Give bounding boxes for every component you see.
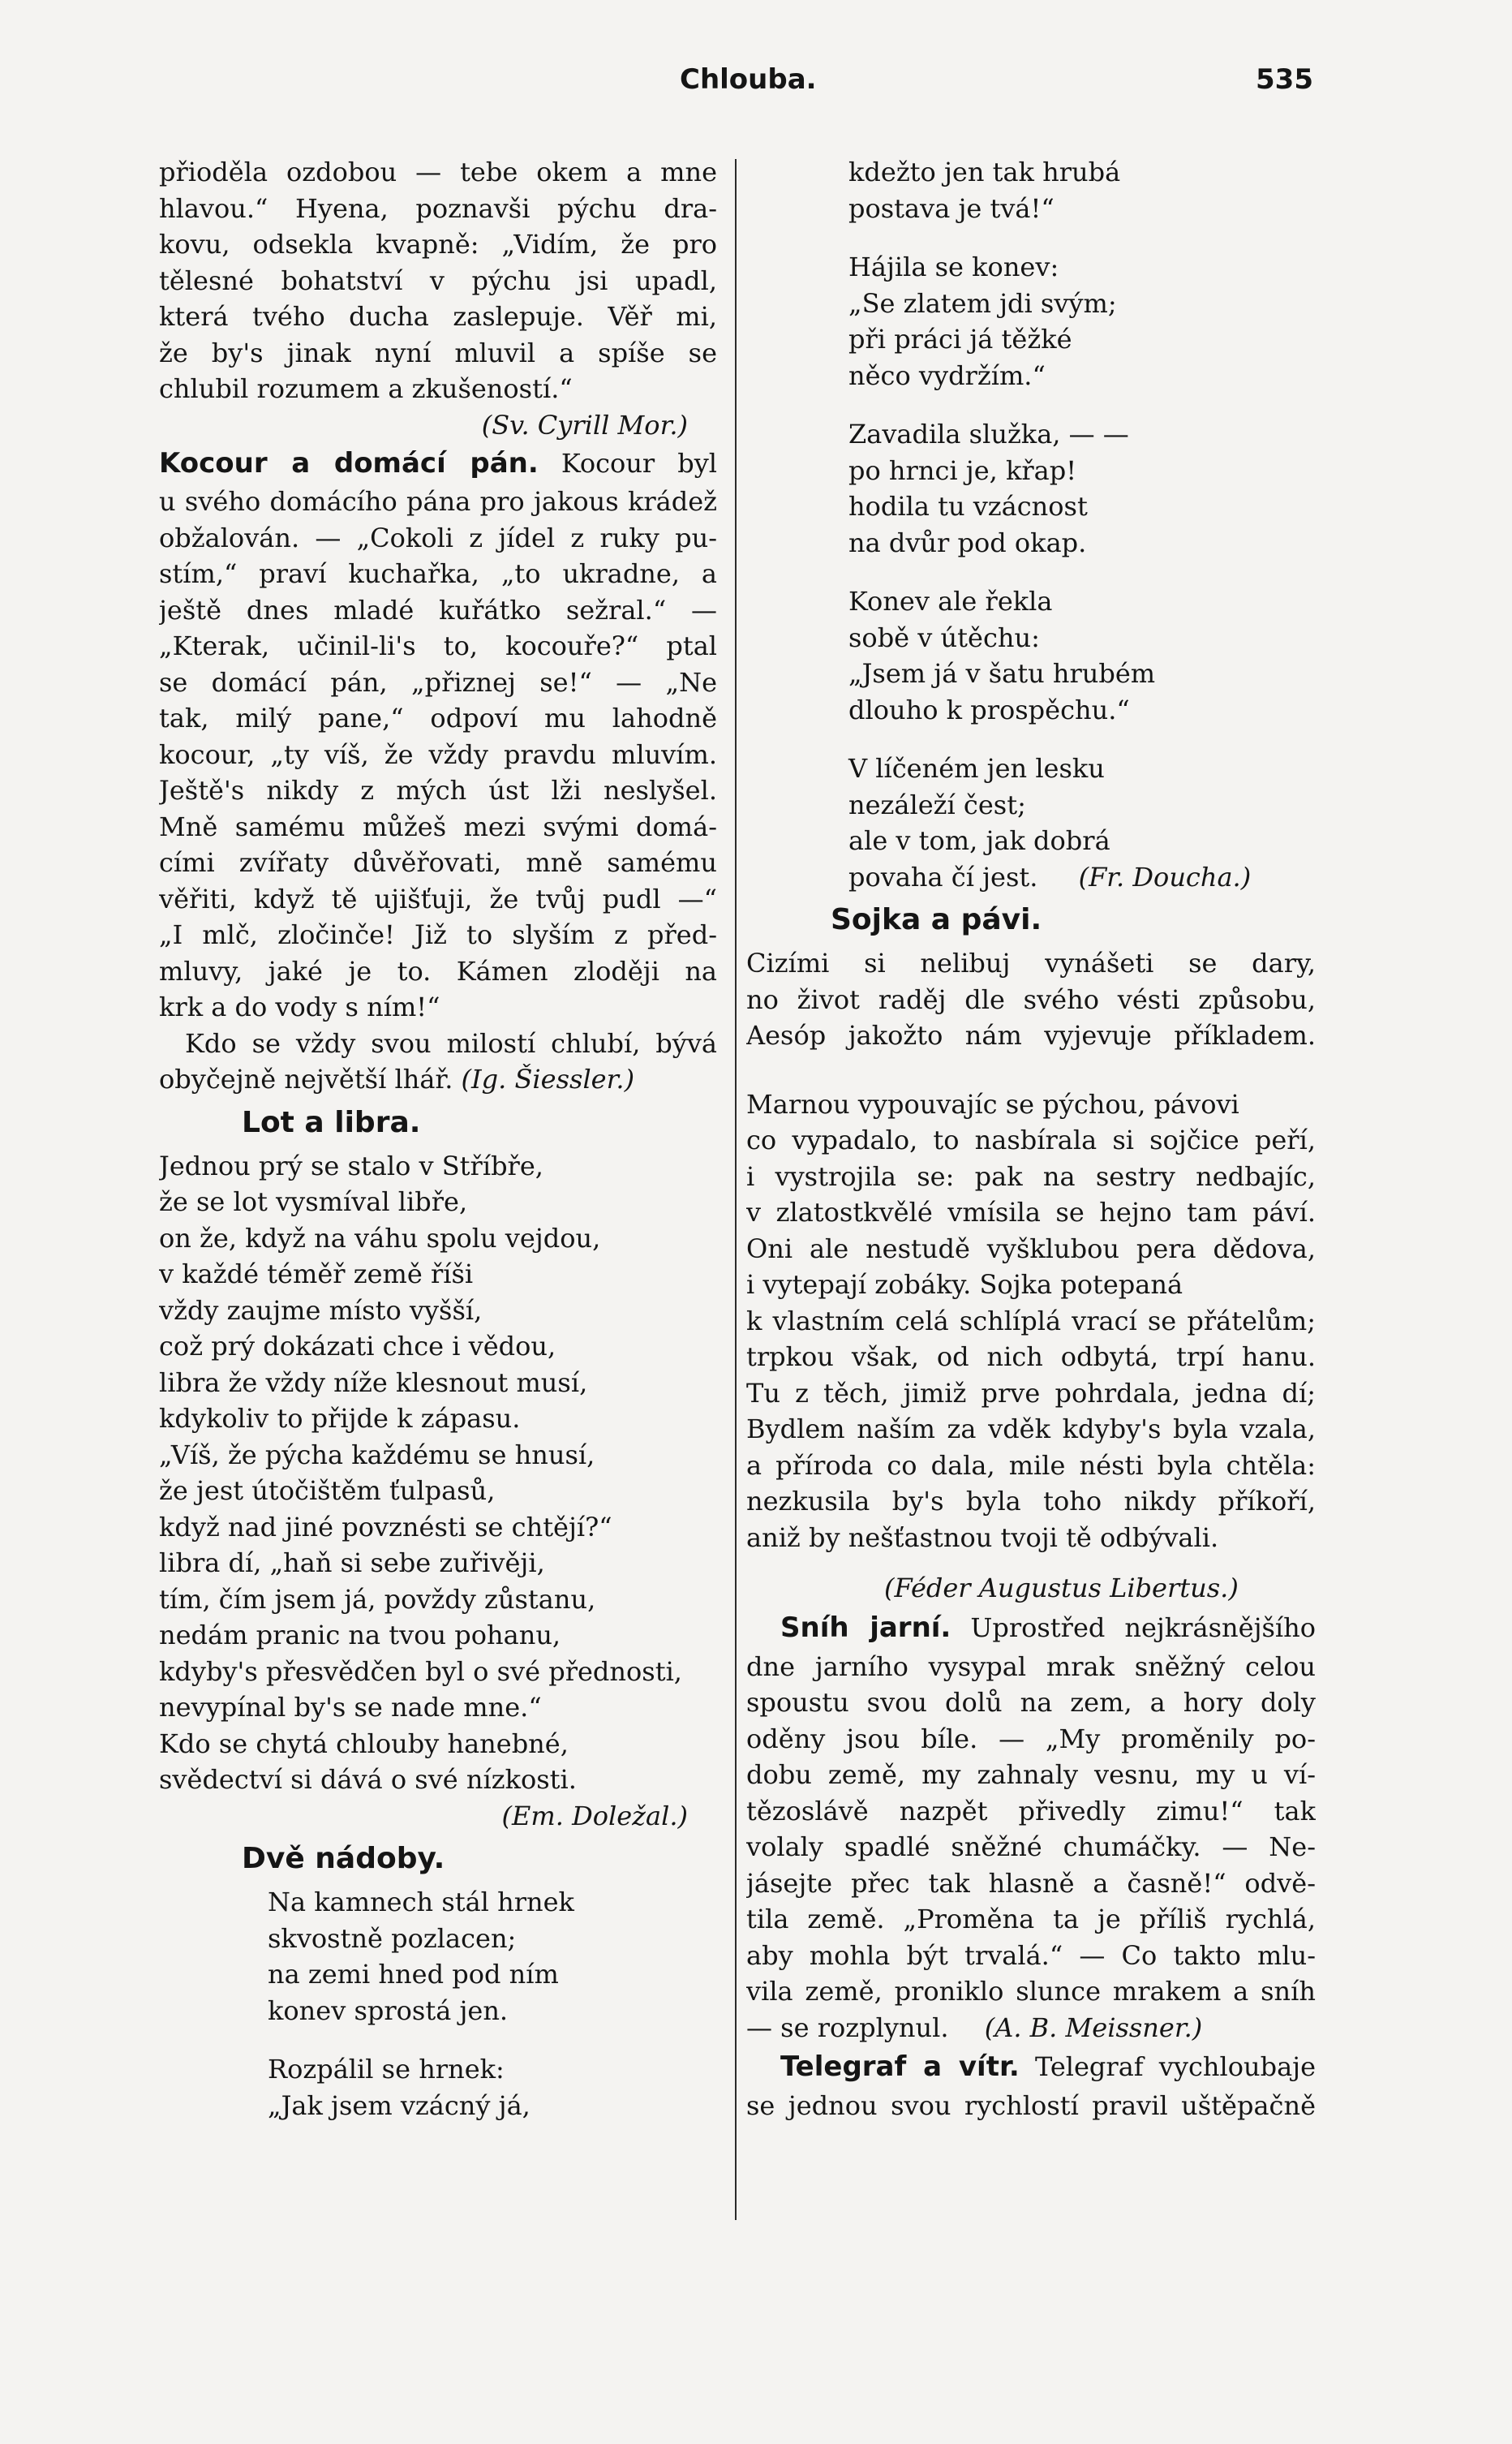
text-line: aby mohla být trvalá.“ — Co takto mlu- bbox=[746, 1939, 1316, 1971]
sojka-fable bbox=[746, 895, 1316, 1607]
verse-line: Konev ale řekla bbox=[848, 586, 1053, 617]
text-line: Telegraf vychloubaje bbox=[1034, 2051, 1316, 2082]
verse-line: svědectví si dává o své nízkosti. bbox=[159, 1764, 577, 1795]
snih-fable bbox=[746, 1607, 1316, 2046]
motto-line: no život raděj dle svého vésti způsobu, bbox=[746, 983, 1316, 1015]
verse-line: Rozpálil se hrnek: bbox=[268, 2054, 505, 2085]
verse-line: když nad jiné povznésti se chtějí?“ bbox=[159, 1511, 612, 1543]
fable-first-line bbox=[746, 2046, 1316, 2088]
text-line: i vystrojila se: pak na sestry nedbajíc, bbox=[746, 1160, 1316, 1192]
text-line: Ještě's nikdy z mých úst lži neslyšel. bbox=[159, 775, 717, 806]
text-line: věřiti, když tě ujišťuji, že tvůj pudl —“ bbox=[159, 883, 717, 914]
moral-line: obyčejně největší lhář. bbox=[159, 1064, 453, 1095]
text-line: trpkou však, od nich odbytá, trpí hanu. bbox=[746, 1341, 1316, 1372]
text-line: oděny jsou bíle. — „My proměnily po- bbox=[746, 1723, 1316, 1754]
attribution: (Féder Augustus Libertus.) bbox=[884, 1573, 1239, 1603]
kocour-fable bbox=[159, 443, 717, 1098]
verse-line: postava je tvá!“ bbox=[848, 192, 1055, 224]
verse-line: Jednou prý se stalo v Stříbře, bbox=[159, 1150, 543, 1181]
attribution: (Ig. Šiessler.) bbox=[461, 1064, 635, 1095]
text-line: stím,“ praví kuchařka, „to ukradne, a bbox=[159, 558, 717, 589]
text-line: tak, milý pane,“ odpoví mu lahodně bbox=[159, 703, 717, 734]
text-line: „Kterak, učinil-li's to, kocouře?“ ptal bbox=[159, 630, 717, 661]
text-line: nezkusila by's byla toho nikdy příkoří, bbox=[746, 1486, 1316, 1517]
text-line: vila země, proniklo slunce mrakem a sníh bbox=[746, 1976, 1316, 2007]
text-line: Marnou vypouvajíc se pýchou, pávovi bbox=[746, 1088, 1239, 1120]
verse-line: Na kamnech stál hrnek bbox=[268, 1887, 574, 1917]
text-line: mluvy, jaké je to. Kámen zloději na bbox=[159, 955, 717, 987]
running-title: Chlouba. bbox=[680, 63, 817, 96]
verse-line: nezáleží čest; bbox=[848, 789, 1026, 820]
lot-poem bbox=[159, 1098, 717, 1835]
verse-line: dlouho k prospěchu.“ bbox=[848, 694, 1130, 725]
text-line: Bydlem naším za vděk kdyby's byla vzala, bbox=[746, 1413, 1316, 1444]
poem-title: Lot a libra. bbox=[242, 1105, 421, 1139]
verse-line: „Se zlatem jdi svým; bbox=[848, 287, 1117, 319]
verse-line: libra dí, „haň si sebe zuřivěji, bbox=[159, 1547, 545, 1578]
text-line: spoustu svou dolů na zem, a hory doly bbox=[746, 1687, 1316, 1718]
verse-line: hodila tu vzácnost bbox=[848, 491, 1088, 522]
page-number: 535 bbox=[1256, 63, 1313, 96]
verse-line: „Jsem já v šatu hrubém bbox=[848, 658, 1156, 689]
text-line: aniž by nešťastnou tvoji tě odbývali. bbox=[746, 1521, 1219, 1553]
verse-line: sobě v útěchu: bbox=[848, 622, 1040, 653]
verse-line: něco vydržím.“ bbox=[848, 359, 1046, 391]
fable-last-line bbox=[746, 2010, 1316, 2046]
text-line: krk a do vody s ním!“ bbox=[159, 992, 440, 1022]
verse-line: při práci já těžké bbox=[848, 324, 1072, 355]
attribution: (Sv. Cyrill Mor.) bbox=[481, 409, 688, 441]
text-line: přioděla ozdobou — tebe okem a mne bbox=[159, 157, 717, 187]
nadoby-poem-continued bbox=[746, 154, 1316, 895]
text-line: se jednou svou rychlostí pravil uštěpačně bbox=[746, 2090, 1316, 2121]
verse-line: povaha čí jest. bbox=[848, 861, 1038, 893]
text-line: v zlatostkvělé vmísila se hejno tam páví. bbox=[746, 1197, 1316, 1228]
verse-line: V líčeném jen lesku bbox=[848, 753, 1105, 784]
intro-paragraph bbox=[159, 154, 717, 443]
text-line: tělesné bohatství v pýchu jsi upadl, bbox=[159, 265, 717, 296]
fable-title: Kocour a domácí pán. bbox=[159, 447, 539, 480]
text-line: cími zvířaty důvěřovati, mně samému bbox=[159, 847, 717, 878]
verse-line: konev sprostá jen. bbox=[268, 1994, 509, 2026]
text-line: a příroda co dala, mile nésti byla chtěla: bbox=[746, 1449, 1316, 1481]
text-line: hlavou.“ Hyena, poznavši pýchu dra- bbox=[159, 192, 717, 224]
text-line: se domácí pán, „přiznej se!“ — „Ne bbox=[159, 666, 717, 698]
text-line: — se rozplynul. bbox=[746, 2012, 949, 2043]
text-line: Oni ale nestudě vyšklubou pera dědova, bbox=[746, 1233, 1316, 1264]
verse-line: on že, když na váhu spolu vejdou, bbox=[159, 1222, 601, 1254]
column-divider bbox=[735, 159, 737, 2220]
fable-title: Sojka a pávi. bbox=[831, 903, 1042, 936]
verse-line: kdežto jen tak hrubá bbox=[848, 157, 1121, 187]
attribution: (A. B. Meissner.) bbox=[984, 2012, 1203, 2043]
text-line: obžalován. — „Cokoli z jídel z ruky pu- bbox=[159, 522, 717, 553]
verse-line: Kdo se chytá chlouby hanebné, bbox=[159, 1728, 569, 1759]
text-line: dobu země, my zahnaly vesnu, my u ví- bbox=[746, 1759, 1316, 1790]
text-line: co vypadalo, to nasbírala si sojčice peří, bbox=[746, 1125, 1316, 1155]
verse-line: v každé téměř země říši bbox=[159, 1259, 474, 1289]
verse-line: kdyby's přesvědčen byl o své přednosti, bbox=[159, 1655, 682, 1687]
text-line: volaly spadlé sněžné chumáčky. — Ne- bbox=[746, 1831, 1316, 1862]
verse-line: nedám pranic na tvou pohanu, bbox=[159, 1620, 561, 1650]
verse-line: skvostně pozlacen; bbox=[268, 1922, 517, 1954]
text-line: kocour, „ty víš, že vždy pravdu mluvím. bbox=[159, 738, 717, 770]
verse-line: libra že vždy níže klesnout musí, bbox=[159, 1366, 588, 1398]
verse-line: tím, čím jsem já, povždy zůstanu, bbox=[159, 1583, 596, 1615]
verse-line: že se lot vysmíval libře, bbox=[159, 1186, 468, 1217]
text-line: k vlastním celá schlíplá vrací se přátelům; bbox=[746, 1305, 1316, 1336]
verse-line: Zavadila služka, — — bbox=[848, 419, 1129, 450]
verse-line: vždy zaujme místo vyšší, bbox=[159, 1294, 483, 1326]
text-line: ještě dnes mladé kuřátko sežral.“ — bbox=[159, 594, 717, 626]
text-line: u svého domácího pána pro jakous krádež bbox=[159, 486, 717, 517]
text-line: chlubil rozumem a zkušeností.“ bbox=[159, 373, 573, 404]
verse-line: „Víš, že pýcha každému se hnusí, bbox=[159, 1439, 595, 1470]
verse-line: na zemi hned pod ním bbox=[268, 1959, 559, 1990]
fable-title: Sníh jarní. bbox=[780, 1611, 951, 1644]
text-line: jásejte přec tak hlasně a časně!“ odvě- bbox=[746, 1867, 1316, 1899]
text-line: kovu, odsekla kvapně: „Vidím, že pro bbox=[159, 229, 717, 260]
fable-title: Telegraf a vítr. bbox=[780, 2050, 1020, 2083]
verse-line: kdykoliv to přijde k zápasu. bbox=[159, 1403, 521, 1434]
moral-line: Kdo se vždy svou milostí chlubí, bývá bbox=[185, 1027, 717, 1059]
text-line: „I mlč, zločinče! Již to slyším z před- bbox=[159, 919, 717, 950]
text-line: Mně samému můžeš mezi svými domá- bbox=[159, 811, 717, 842]
verse-line: což prý dokázati chce i vědou, bbox=[159, 1331, 556, 1362]
text-line: Kocour byl bbox=[561, 448, 717, 479]
moral-last-line bbox=[159, 1061, 717, 1098]
fable-first-line bbox=[159, 443, 717, 484]
text-line: tězoslávě nazpět přivedly zimu!“ tak bbox=[746, 1795, 1316, 1827]
text-line: tila země. „Proměna ta je příliš rychlá, bbox=[746, 1904, 1316, 1934]
text-line: že by's jinak nyní mluvil a spíše se bbox=[159, 337, 717, 368]
attribution: (Fr. Doucha.) bbox=[1078, 861, 1252, 893]
poem-title: Dvě nádoby. bbox=[242, 1842, 445, 1875]
verse-line: Hájila se konev: bbox=[848, 252, 1059, 282]
verse-line: ale v tom, jak dobrá bbox=[848, 825, 1110, 856]
left-column bbox=[159, 154, 717, 2123]
verse-line: že jest útočištěm ťulpasů, bbox=[159, 1475, 496, 1506]
verse-line: „Jak jsem vzácný já, bbox=[268, 2089, 530, 2121]
fable-first-line bbox=[746, 1607, 1316, 1649]
text-line: Tu z těch, jimiž prve pohrdala, jedna dí; bbox=[746, 1377, 1316, 1409]
verse-line: po hrnci je, křap! bbox=[848, 454, 1077, 486]
attribution: (Em. Doležal.) bbox=[501, 1800, 688, 1831]
verse-last-line bbox=[746, 859, 1316, 896]
telegraf-fable bbox=[746, 2046, 1316, 2124]
right-column bbox=[746, 154, 1316, 2124]
verse-line: na dvůr pod okap. bbox=[848, 527, 1087, 558]
text-line: která tvého ducha zaslepuje. Věř mi, bbox=[159, 301, 717, 332]
text-line: Uprostřed nejkrásnějšího bbox=[970, 1611, 1316, 1643]
motto-line: Cizími si nelibuj vynášeti se dary, bbox=[746, 948, 1316, 979]
verse-line: nevypínal by's se nade mne.“ bbox=[159, 1692, 542, 1723]
text-line: dne jarního vysypal mrak sněžný celou bbox=[746, 1650, 1316, 1682]
nadoby-poem bbox=[159, 1834, 717, 2123]
motto-line: Aesóp jakožto nám vyjevuje příkladem. bbox=[746, 1020, 1316, 1051]
text-line: i vytepají zobáky. Sojka potepaná bbox=[746, 1269, 1183, 1300]
